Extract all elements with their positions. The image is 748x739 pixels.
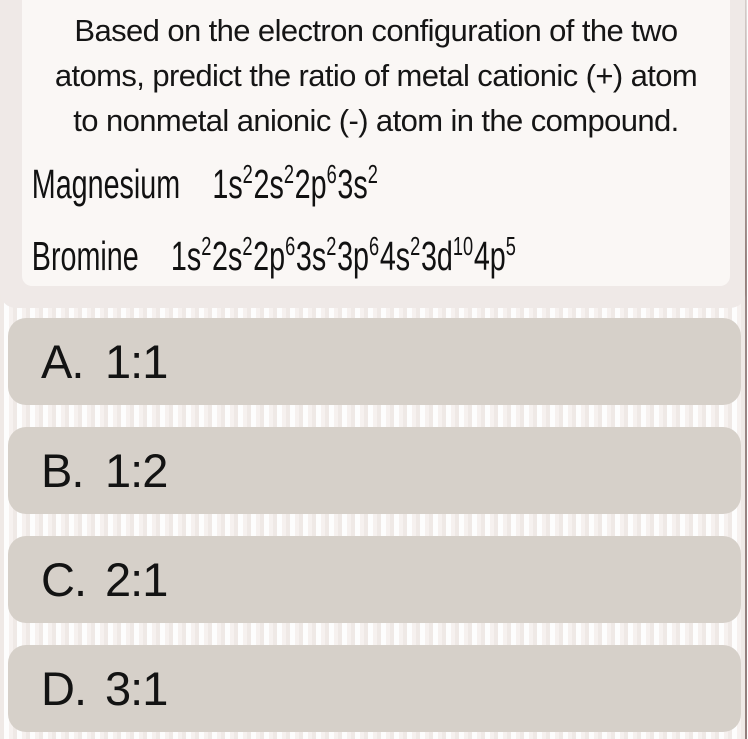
- question-line: atoms, predict the ratio of metal cationic (+) atom: [54, 58, 698, 93]
- option-a-button[interactable]: [8, 318, 741, 405]
- element-line-magnesium: [22, 143, 518, 215]
- option-value: 1:2: [105, 444, 168, 497]
- option-value: 1:1: [105, 335, 168, 388]
- electron-configuration: $1s^22s^22p^63s^23p^64s^23d^{10}4p^5$: [170, 231, 516, 279]
- option-letter: D.: [41, 662, 86, 715]
- question-panel: [22, 0, 730, 286]
- element-name: Magnesium: [31, 161, 181, 207]
- option-value: 3:1: [105, 662, 168, 715]
- option-value: 2:1: [105, 553, 168, 606]
- electron-configurations: [22, 143, 730, 286]
- option-letter: A.: [41, 335, 84, 388]
- option-d-button[interactable]: [8, 645, 741, 732]
- question-card: [0, 0, 746, 308]
- element-name: Bromine: [31, 233, 139, 279]
- element-line-bromine: [22, 215, 518, 286]
- option-c-button[interactable]: [8, 536, 741, 623]
- option-b-button[interactable]: [8, 427, 741, 514]
- answer-options: [0, 318, 748, 732]
- electron-configuration: $1s^22s^22p^63s^2$: [212, 159, 378, 207]
- question-line: Based on the electron configuration of the two: [74, 13, 678, 48]
- question-text: [22, 0, 730, 143]
- option-letter: B.: [41, 444, 84, 497]
- option-letter: C.: [41, 553, 86, 606]
- question-line: to nonmetal anionic (-) atom in the compound.: [73, 103, 679, 138]
